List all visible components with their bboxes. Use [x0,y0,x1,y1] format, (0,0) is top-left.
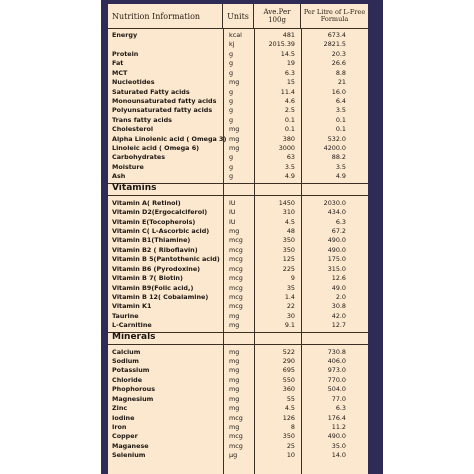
unit-cell: IU [229,198,236,207]
per-litre-cell: 0.1 [335,125,346,134]
unit-cell: mg [229,144,240,153]
per-litre-cell: 77.0 [331,394,346,403]
unit-cell: mg [229,404,240,413]
avg-per-100g-cell: 126 [282,413,295,422]
avg-per-100g-cell: 360 [282,385,295,394]
avg-per-100g-cell: 15 [286,78,295,87]
avg-per-100g-cell: 350 [282,432,295,441]
per-litre-cell: 12.6 [331,274,346,283]
nutrient-name: Monounsaturated fatty acids [112,96,217,105]
avg-per-100g-cell: 2015.39 [268,40,295,49]
table-row [108,144,368,153]
per-litre-cell: 3.5 [335,106,346,115]
header-per-litre: Per Litre of L-Free Formula [303,7,366,23]
nutrient-name: Zinc [112,404,128,413]
nutrient-name: Vitamin B1(Thiamine) [112,236,191,245]
avg-per-100g-cell: 19 [286,59,295,68]
avg-per-100g-cell: 1.4 [284,292,295,301]
unit-cell: g [229,68,234,77]
header-nutrition-information: Nutrition Information [108,4,223,28]
nutrient-name: Vitamin B2 ( Riboflavin) [112,245,198,254]
per-litre-cell: 14.0 [331,451,346,460]
table-row [108,366,368,375]
table-row [108,246,368,255]
unit-cell: mcg [229,302,243,311]
unit-cell: mg [229,375,240,384]
per-litre-cell: 12.7 [331,321,346,330]
unit-cell: g [229,153,234,162]
per-litre-cell: 2821.5 [323,40,346,49]
nutrient-name: Nucleotides [112,78,155,87]
avg-per-100g-cell: 380 [282,134,295,143]
nutrient-name: Vitamin C( L-Ascorbic acid) [112,226,210,235]
nutrient-name: Saturated Fatty acids [112,87,190,96]
avg-per-100g-cell: 22 [286,302,295,311]
table-row [108,376,368,385]
table-header [108,4,368,29]
per-litre-cell: 20.3 [331,49,346,58]
nutrient-name: Maganese [112,441,149,450]
unit-cell: mg [229,347,240,356]
per-litre-cell: 490.0 [327,432,346,441]
table-row [108,208,368,217]
table-row [108,414,368,423]
per-litre-cell: 770.0 [327,375,346,384]
per-litre-cell: 6.3 [335,217,346,226]
unit-cell: mg [229,321,240,330]
avg-per-100g-cell: 11.4 [280,87,295,96]
table-row [108,40,368,49]
unit-cell: g [229,87,234,96]
unit-cell: g [229,59,234,68]
avg-per-100g-cell: 550 [282,375,295,384]
per-litre-cell: 490.0 [327,245,346,254]
unit-cell: mg [229,357,240,366]
table-row [108,451,368,460]
table-row [108,163,368,172]
nutrient-name: Trans fatty acids [112,115,172,124]
unit-cell: mg [229,134,240,143]
nutrient-name: Alpha Linolenic acid ( Omega 3) [112,134,227,143]
table-row [108,88,368,97]
avg-per-100g-cell: 55 [286,394,295,403]
section-title: Minerals [112,331,156,342]
unit-cell: mg [229,125,240,134]
per-litre-cell: 21 [337,78,346,87]
unit-cell: IU [229,208,236,217]
avg-per-100g-cell: 8 [290,422,295,431]
nutrient-name: Magnesium [112,394,154,403]
table-row [108,31,368,40]
section-title: Vitamins [112,182,157,193]
avg-per-100g-cell: 1450 [278,198,295,207]
per-litre-cell: 0.1 [335,115,346,124]
table-row [108,106,368,115]
unit-cell: kcal [229,31,242,39]
avg-per-100g-cell: 2.5 [284,106,295,115]
per-litre-cell: 4200.0 [323,144,346,153]
table-row [108,432,368,441]
avg-per-100g-cell: 4.5 [284,217,295,226]
nutrient-name: Phophorous [112,385,156,394]
table-row [108,274,368,283]
table-row [108,116,368,125]
avg-per-100g-cell: 350 [282,236,295,245]
table-row [108,284,368,293]
per-litre-cell: 673.4 [327,31,346,39]
nutrient-name: Cholesterol [112,125,154,134]
unit-cell: mg [229,394,240,403]
per-litre-cell: 3.5 [335,162,346,171]
unit-cell: mg [229,78,240,87]
nutrient-name: Vitamin B 7( Biotin) [112,274,183,283]
unit-cell: mcg [229,413,243,422]
unit-cell: mcg [229,441,243,450]
per-litre-cell: 730.8 [327,347,346,356]
nutrient-name: Selenium [112,451,146,460]
nutrient-name: Vitamin B9(Folic acid,) [112,283,194,292]
per-litre-cell: 67.2 [331,226,346,235]
nutrient-name: Chloride [112,375,143,384]
avg-per-100g-cell: 25 [286,441,295,450]
table-row [108,312,368,321]
nutrient-name: L-Carnitine [112,321,152,330]
header-avg-per-100g: Ave.Per 100g [254,4,301,28]
unit-cell: mg [229,311,240,320]
unit-cell: g [229,96,234,105]
avg-per-100g-cell: 9.1 [284,321,295,330]
avg-per-100g-cell: 6.3 [284,68,295,77]
nutrient-name: Iron [112,422,127,431]
nutrient-name: Taurine [112,311,139,320]
avg-per-100g-cell: 48 [286,226,295,235]
unit-cell: mcg [229,255,243,264]
avg-per-100g-cell: 310 [282,208,295,217]
avg-per-100g-cell: 4.5 [284,404,295,413]
nutrient-name: Calcium [112,347,141,356]
avg-per-100g-cell: 481 [282,31,295,39]
nutrient-name: Potassium [112,366,150,375]
per-litre-cell: 504.0 [327,385,346,394]
per-litre-cell: 42.0 [331,311,346,320]
per-litre-cell: 16.0 [331,87,346,96]
nutrient-name: Vitamin A( Retinol) [112,198,181,207]
table-row [108,348,368,357]
unit-cell: g [229,49,234,58]
nutrient-name: Protein [112,49,139,58]
avg-per-100g-cell: 30 [286,311,295,320]
nutrient-name: Polyunsaturated fatty acids [112,106,213,115]
per-litre-cell: 315.0 [327,264,346,273]
table-row [108,78,368,87]
per-litre-cell: 6.3 [335,404,346,413]
avg-per-100g-cell: 225 [282,264,295,273]
per-litre-cell: 4.9 [335,172,346,181]
nutrient-name: Vitamin K1 [112,302,152,311]
nutrient-name: Vitamin B 12( Cobalamine) [112,292,209,301]
per-litre-cell: 176.4 [327,413,346,422]
unit-cell: mcg [229,274,243,283]
per-litre-cell: 490.0 [327,236,346,245]
avg-per-100g-cell: 35 [286,283,295,292]
table-row [108,442,368,451]
table-row [108,293,368,302]
avg-per-100g-cell: 4.9 [284,172,295,181]
unit-cell: µg [229,451,238,460]
unit-cell: g [229,115,234,124]
avg-per-100g-cell: 695 [282,366,295,375]
per-litre-cell: 11.2 [331,422,346,431]
table-row [108,59,368,68]
avg-per-100g-cell: 9 [290,274,295,283]
table-row [108,50,368,59]
avg-per-100g-cell: 3.5 [284,162,295,171]
nutrient-name: Energy [112,31,138,39]
unit-cell: g [229,172,234,181]
table-row [108,321,368,330]
nutrient-name: Fat [112,59,124,68]
unit-cell: g [229,106,234,115]
avg-per-100g-cell: 125 [282,255,295,264]
table-row [108,423,368,432]
per-litre-cell: 175.0 [327,255,346,264]
nutrient-name: MCT [112,68,128,77]
section-header [108,332,368,345]
per-litre-cell: 8.8 [335,68,346,77]
avg-per-100g-cell: 63 [286,153,295,162]
per-litre-cell: 26.6 [331,59,346,68]
table-row [108,302,368,311]
per-litre-cell: 406.0 [327,357,346,366]
table-row [108,255,368,264]
nutrient-name: Moisture [112,162,144,171]
nutrient-name: Iodine [112,413,135,422]
per-litre-cell: 434.0 [327,208,346,217]
table-row [108,153,368,162]
nutrient-name: Vitamin E(Tocopherols) [112,217,196,226]
nutrient-name: Sodium [112,357,139,366]
per-litre-cell: 88.2 [331,153,346,162]
unit-cell: mg [229,422,240,431]
unit-cell: mcg [229,245,243,254]
unit-cell: mcg [229,292,243,301]
avg-per-100g-cell: 522 [282,347,295,356]
table-row [108,69,368,78]
table-row [108,404,368,413]
per-litre-cell: 49.0 [331,283,346,292]
nutrient-name: Carbohydrates [112,153,166,162]
table-row [108,357,368,366]
nutrient-name: Vitamin B6 (Pyrodoxine) [112,264,201,273]
table-row [108,125,368,134]
avg-per-100g-cell: 0.1 [284,125,295,134]
per-litre-cell: 532.0 [327,134,346,143]
avg-per-100g-cell: 14.5 [280,49,295,58]
nutrient-name: Copper [112,432,138,441]
per-litre-cell: 2030.0 [323,198,346,207]
avg-per-100g-cell: 290 [282,357,295,366]
per-litre-cell: 973.0 [327,366,346,375]
avg-per-100g-cell: 3000 [278,144,295,153]
section-header [108,183,368,196]
unit-cell: g [229,162,234,171]
table-row [108,227,368,236]
table-row [108,385,368,394]
unit-cell: mcg [229,236,243,245]
table-row [108,135,368,144]
nutrient-name: Vitamin D2(Ergocalciferol) [112,208,208,217]
avg-per-100g-cell: 10 [286,451,295,460]
table-row [108,172,368,181]
table-row [108,218,368,227]
unit-cell: kj [229,40,235,49]
header-units: Units [223,4,254,28]
table-row [108,236,368,245]
avg-per-100g-cell: 0.1 [284,115,295,124]
per-litre-cell: 30.8 [331,302,346,311]
unit-cell: mcg [229,432,243,441]
avg-per-100g-cell: 350 [282,245,295,254]
avg-per-100g-cell: 4.6 [284,96,295,105]
nutrition-table [108,4,368,474]
unit-cell: IU [229,217,236,226]
per-litre-cell: 2.0 [335,292,346,301]
nutrient-name: Vitamin B 5(Pantothenic acid) [112,255,220,264]
nutrient-name: Ash [112,172,126,181]
nutrient-name: Linoleic acid ( Omega 6) [112,144,200,153]
table-row [108,97,368,106]
unit-cell: mg [229,226,240,235]
unit-cell: mg [229,385,240,394]
per-litre-cell: 35.0 [331,441,346,450]
table-row [108,199,368,208]
unit-cell: mcg [229,283,243,292]
unit-cell: mg [229,366,240,375]
table-row [108,265,368,274]
per-litre-cell: 6.4 [335,96,346,105]
unit-cell: mcg [229,264,243,273]
table-row [108,395,368,404]
